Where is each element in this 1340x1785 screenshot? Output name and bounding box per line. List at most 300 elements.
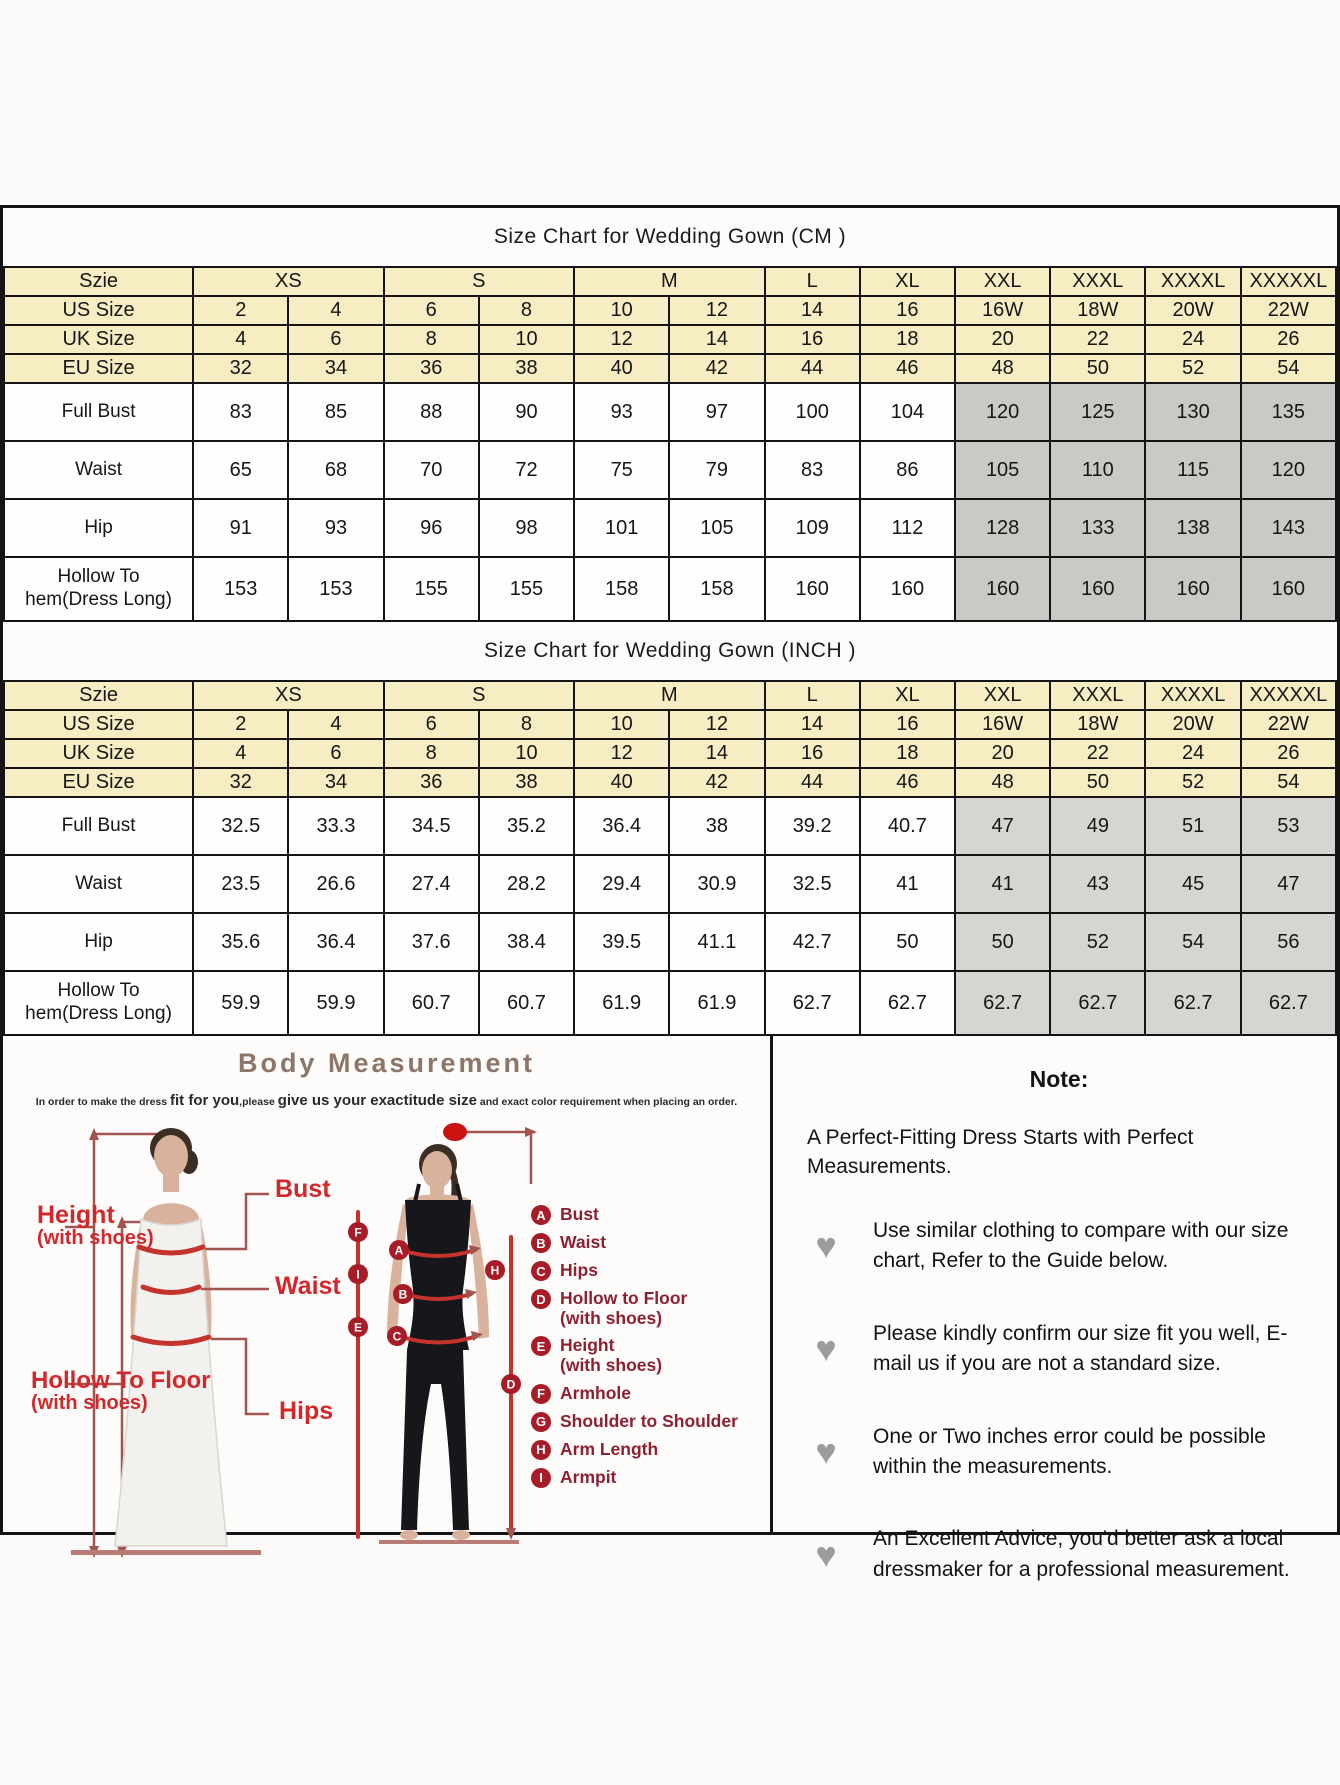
measurement-value-cell: 155: [384, 557, 479, 621]
measurement-value-cell: 72: [479, 441, 574, 499]
size-value-cell: 8: [384, 325, 479, 354]
measurement-value-cell: 41: [955, 855, 1050, 913]
measurement-value-cell: 105: [669, 499, 764, 557]
measurement-points-figure-illustration: [343, 1122, 543, 1562]
measurement-value-cell: 41.1: [669, 913, 764, 971]
size-conversion-row: [4, 739, 1336, 768]
size-group-header-row: [4, 681, 1336, 710]
size-value-cell: 6: [288, 325, 383, 354]
size-group-cell: XXXXXL: [1241, 681, 1336, 710]
measurement-value-cell: 39.5: [574, 913, 669, 971]
size-value-cell: 4: [288, 296, 383, 325]
cm-chart-title: Size Chart for Wedding Gown (CM ): [493, 225, 847, 248]
size-group-cell: XXXXL: [1145, 267, 1240, 296]
measurement-row: [4, 441, 1336, 499]
row-label: Full Bust: [4, 797, 193, 855]
size-value-cell: 50: [1050, 354, 1145, 383]
size-group-cell: XXL: [955, 267, 1050, 296]
size-value-cell: 16: [860, 296, 955, 325]
size-label-header: Szie: [4, 681, 193, 710]
measurement-value-cell: 112: [860, 499, 955, 557]
measurement-value-cell: 60.7: [384, 971, 479, 1035]
size-value-cell: 6: [288, 739, 383, 768]
heart-icon: ♥: [815, 1225, 837, 1267]
measurement-value-cell: 33.3: [288, 797, 383, 855]
measurement-row: [4, 913, 1336, 971]
hips-label: Hips: [279, 1397, 334, 1425]
size-value-cell: 40: [574, 768, 669, 797]
height-label: Height (with shoes): [37, 1201, 154, 1250]
size-value-cell: 4: [288, 710, 383, 739]
measurement-row: [4, 383, 1336, 441]
measurement-value-cell: 130: [1145, 383, 1240, 441]
legend-letter-badge: G: [531, 1412, 551, 1432]
measurement-value-cell: 93: [574, 383, 669, 441]
size-group-cell: S: [384, 267, 574, 296]
size-value-cell: 44: [765, 354, 860, 383]
svg-text:B: B: [398, 1287, 408, 1302]
measurement-value-cell: 45: [1145, 855, 1240, 913]
size-value-cell: 22W: [1241, 710, 1336, 739]
measurement-value-cell: 62.7: [1050, 971, 1145, 1035]
legend-sublabel: (with shoes): [560, 1355, 663, 1376]
measurement-value-cell: 98: [479, 499, 574, 557]
measurement-value-cell: 42.7: [765, 913, 860, 971]
size-value-cell: 36: [384, 768, 479, 797]
size-group-cell: L: [765, 681, 860, 710]
legend-item: [531, 1335, 738, 1375]
measurement-value-cell: 62.7: [1145, 971, 1240, 1035]
row-label: Hollow To hem(Dress Long): [4, 971, 193, 1035]
legend-label: Armhole: [560, 1382, 631, 1403]
size-value-cell: 16: [765, 739, 860, 768]
legend-label: Height (with shoes): [560, 1335, 663, 1376]
guide-subtitle-part: and exact color requirement when placing an order.: [476, 1096, 738, 1108]
legend-label: Waist: [560, 1232, 607, 1252]
size-group-cell: L: [765, 267, 860, 296]
legend-item: [531, 1288, 738, 1328]
measurement-value-cell: 68: [288, 441, 383, 499]
legend-label: Armpit: [560, 1466, 617, 1487]
measurement-value-cell: 83: [193, 383, 288, 441]
guide-title: Body Measurement: [237, 1048, 536, 1078]
size-group-cell: XL: [860, 267, 955, 296]
measurement-value-cell: 85: [288, 383, 383, 441]
size-value-cell: 14: [765, 296, 860, 325]
size-value-cell: 8: [479, 296, 574, 325]
size-value-cell: 20: [955, 739, 1050, 768]
legend-item: [531, 1467, 738, 1488]
legend-item: [531, 1232, 738, 1253]
measurement-value-cell: 62.7: [1241, 971, 1336, 1035]
note-items: [807, 1216, 1311, 1586]
measurement-value-cell: 49: [1050, 797, 1145, 855]
measurement-value-cell: 100: [765, 383, 860, 441]
size-value-cell: 16W: [955, 296, 1050, 325]
size-value-cell: 42: [669, 768, 764, 797]
size-value-cell: 8: [479, 710, 574, 739]
size-value-cell: 34: [288, 354, 383, 383]
size-value-cell: 32: [193, 768, 288, 797]
size-group-header-row: [4, 267, 1336, 296]
measurement-value-cell: 54: [1145, 913, 1240, 971]
size-group-cell: XXXXL: [1145, 681, 1240, 710]
size-value-cell: 10: [479, 739, 574, 768]
measurement-value-cell: 109: [765, 499, 860, 557]
size-value-cell: 16: [860, 710, 955, 739]
size-value-cell: 10: [479, 325, 574, 354]
measurement-value-cell: 120: [955, 383, 1050, 441]
legend-letter-badge: I: [531, 1468, 551, 1488]
row-label: Waist: [4, 855, 193, 913]
size-value-cell: 20W: [1145, 296, 1240, 325]
measurement-value-cell: 50: [955, 913, 1050, 971]
measurement-value-cell: 104: [860, 383, 955, 441]
svg-text:D: D: [506, 1377, 516, 1392]
size-value-cell: 22: [1050, 739, 1145, 768]
svg-text:C: C: [392, 1329, 402, 1344]
measurement-value-cell: 153: [288, 557, 383, 621]
measurement-value-cell: 70: [384, 441, 479, 499]
legend-item: [531, 1260, 738, 1281]
size-group-cell: XL: [860, 681, 955, 710]
size-group-cell: XXL: [955, 681, 1050, 710]
row-label: UK Size: [4, 325, 193, 354]
size-group-cell: M: [574, 267, 764, 296]
measurement-value-cell: 23.5: [193, 855, 288, 913]
guide-subtitle-part: In order to make the dress: [35, 1096, 171, 1108]
size-value-cell: 14: [669, 325, 764, 354]
legend-label: Shoulder to Shoulder: [560, 1410, 738, 1431]
size-value-cell: 18W: [1050, 296, 1145, 325]
note-item: [807, 1524, 1311, 1585]
guide-subtitle-part: give us your exactitude size: [277, 1092, 477, 1109]
size-value-cell: 46: [860, 354, 955, 383]
measurement-value-cell: 59.9: [288, 971, 383, 1035]
row-label: US Size: [4, 710, 193, 739]
waist-label: Waist: [275, 1272, 341, 1300]
size-value-cell: 50: [1050, 768, 1145, 797]
legend-letter-badge: C: [531, 1261, 551, 1281]
size-value-cell: 20: [955, 325, 1050, 354]
measurement-value-cell: 86: [860, 441, 955, 499]
size-value-cell: 20W: [1145, 710, 1240, 739]
size-value-cell: 44: [765, 768, 860, 797]
note-item: [807, 1319, 1311, 1380]
measurement-value-cell: 160: [1145, 557, 1240, 621]
measurement-value-cell: 30.9: [669, 855, 764, 913]
measurement-value-cell: 43: [1050, 855, 1145, 913]
size-value-cell: 38: [479, 768, 574, 797]
size-value-cell: 18W: [1050, 710, 1145, 739]
guide-subtitle-part: ,please: [239, 1096, 278, 1108]
size-group-cell: XXXXXL: [1241, 267, 1336, 296]
size-value-cell: 26: [1241, 325, 1336, 354]
note-intro: A Perfect-Fitting Dress Starts with Perfect Measurements.: [807, 1126, 1194, 1179]
measurement-value-cell: 32.5: [765, 855, 860, 913]
measurement-value-cell: 62.7: [955, 971, 1050, 1035]
legend-letter-badge: D: [531, 1289, 551, 1309]
size-value-cell: 12: [574, 325, 669, 354]
size-conversion-row: [4, 354, 1336, 383]
size-value-cell: 32: [193, 354, 288, 383]
row-label: Hip: [4, 913, 193, 971]
heart-icon: ♥: [815, 1328, 837, 1370]
size-value-cell: 4: [193, 739, 288, 768]
measurement-row: [4, 971, 1336, 1035]
size-value-cell: 36: [384, 354, 479, 383]
measurement-value-cell: 32.5: [193, 797, 288, 855]
measurement-legend: [531, 1204, 738, 1488]
size-value-cell: 6: [384, 710, 479, 739]
size-value-cell: 4: [193, 325, 288, 354]
size-value-cell: 40: [574, 354, 669, 383]
size-value-cell: 22: [1050, 325, 1145, 354]
measurement-value-cell: 120: [1241, 441, 1336, 499]
svg-text:E: E: [353, 1320, 363, 1335]
size-group-cell: XS: [193, 267, 383, 296]
size-group-cell: S: [384, 681, 574, 710]
figure-point-c: [387, 1326, 407, 1346]
heart-icon: ♥: [815, 1533, 837, 1575]
measurement-value-cell: 62.7: [860, 971, 955, 1035]
legend-letter-badge: H: [531, 1440, 551, 1460]
size-value-cell: 52: [1145, 768, 1240, 797]
measurement-value-cell: 143: [1241, 499, 1336, 557]
legend-label: Hips: [560, 1260, 598, 1280]
measurement-row: [4, 557, 1336, 621]
measurement-value-cell: 34.5: [384, 797, 479, 855]
size-conversion-row: [4, 325, 1336, 354]
bottom-section: [3, 1036, 1337, 1581]
size-value-cell: 2: [193, 710, 288, 739]
measurement-value-cell: 133: [1050, 499, 1145, 557]
note-heading: Note:: [1029, 1066, 1089, 1092]
size-value-cell: 24: [1145, 739, 1240, 768]
size-value-cell: 12: [669, 296, 764, 325]
measurement-value-cell: 160: [955, 557, 1050, 621]
svg-text:F: F: [354, 1225, 362, 1240]
measurement-value-cell: 65: [193, 441, 288, 499]
legend-letter-badge: F: [531, 1384, 551, 1404]
legend-label: Arm Length: [560, 1438, 659, 1459]
legend-letter-badge: A: [531, 1205, 551, 1225]
size-conversion-row: [4, 296, 1336, 325]
size-conversion-row: [4, 710, 1336, 739]
size-group-cell: XS: [193, 681, 383, 710]
figure-point-i: [348, 1264, 368, 1284]
measurement-value-cell: 35.2: [479, 797, 574, 855]
measurement-value-cell: 96: [384, 499, 479, 557]
legend-letter-badge: E: [531, 1336, 551, 1356]
measurement-row: [4, 797, 1336, 855]
measurement-value-cell: 153: [193, 557, 288, 621]
measurement-value-cell: 79: [669, 441, 764, 499]
size-group-cell: M: [574, 681, 764, 710]
size-value-cell: 48: [955, 354, 1050, 383]
figure-point-h: [485, 1260, 505, 1280]
size-value-cell: 10: [574, 296, 669, 325]
legend-item: [531, 1411, 738, 1432]
size-value-cell: 18: [860, 739, 955, 768]
measurement-row: [4, 499, 1336, 557]
measurement-value-cell: 41: [860, 855, 955, 913]
row-label: Full Bust: [4, 383, 193, 441]
legend-label: Bust: [560, 1204, 599, 1224]
measurement-value-cell: 35.6: [193, 913, 288, 971]
size-value-cell: 48: [955, 768, 1050, 797]
measurement-value-cell: 110: [1050, 441, 1145, 499]
measurement-value-cell: 155: [479, 557, 574, 621]
measurement-value-cell: 53: [1241, 797, 1336, 855]
legend-item: [531, 1204, 738, 1225]
measurement-value-cell: 28.2: [479, 855, 574, 913]
bust-label: Bust: [275, 1175, 331, 1203]
size-conversion-row: [4, 768, 1336, 797]
figure-point-b: [393, 1284, 413, 1304]
measurement-value-cell: 36.4: [288, 913, 383, 971]
measurement-value-cell: 52: [1050, 913, 1145, 971]
measurement-value-cell: 125: [1050, 383, 1145, 441]
figure-point-d: [501, 1374, 521, 1394]
size-value-cell: 16: [765, 325, 860, 354]
measurement-value-cell: 88: [384, 383, 479, 441]
note-item: [807, 1422, 1311, 1483]
size-value-cell: 52: [1145, 354, 1240, 383]
measurement-value-cell: 51: [1145, 797, 1240, 855]
measurement-value-cell: 47: [955, 797, 1050, 855]
measurement-value-cell: 37.6: [384, 913, 479, 971]
measurement-value-cell: 62.7: [765, 971, 860, 1035]
measurement-value-cell: 160: [860, 557, 955, 621]
measurement-value-cell: 36.4: [574, 797, 669, 855]
measurement-value-cell: 91: [193, 499, 288, 557]
measurement-value-cell: 83: [765, 441, 860, 499]
size-value-cell: 42: [669, 354, 764, 383]
legend-item: [531, 1439, 738, 1460]
note-text: An Excellent Advice, you'd better ask a local dressmaker for a professional measurement.: [873, 1527, 1290, 1581]
legend-sublabel: (with shoes): [560, 1308, 663, 1329]
size-value-cell: 26: [1241, 739, 1336, 768]
legend-letter-badge: B: [531, 1233, 551, 1253]
legend-label: Hollow to Floor (with shoes): [560, 1288, 688, 1329]
measurement-value-cell: 101: [574, 499, 669, 557]
size-value-cell: 2: [193, 296, 288, 325]
measurement-value-cell: 60.7: [479, 971, 574, 1035]
measurement-value-cell: 115: [1145, 441, 1240, 499]
size-value-cell: 38: [479, 354, 574, 383]
measurement-value-cell: 59.9: [193, 971, 288, 1035]
row-label: Hollow To hem(Dress Long): [4, 557, 193, 621]
measurement-value-cell: 160: [765, 557, 860, 621]
measurement-value-cell: 40.7: [860, 797, 955, 855]
size-group-cell: XXXL: [1050, 267, 1145, 296]
inch-chart-title: Size Chart for Wedding Gown (INCH ): [484, 639, 856, 662]
measurement-value-cell: 39.2: [765, 797, 860, 855]
row-label: Waist: [4, 441, 193, 499]
row-label: US Size: [4, 296, 193, 325]
hollow-to-floor-label: Hollow To Floor (with shoes): [31, 1367, 211, 1415]
measurement-value-cell: 138: [1145, 499, 1240, 557]
measurement-value-cell: 61.9: [669, 971, 764, 1035]
body-measurement-guide: [3, 1036, 770, 1532]
size-value-cell: 18: [860, 325, 955, 354]
measurement-value-cell: 158: [669, 557, 764, 621]
measurement-value-cell: 26.6: [288, 855, 383, 913]
measurement-value-cell: 90: [479, 383, 574, 441]
measurement-value-cell: 97: [669, 383, 764, 441]
measurement-value-cell: 128: [955, 499, 1050, 557]
note-panel: [770, 1036, 1337, 1581]
guide-subtitle: [3, 1092, 770, 1109]
row-label: Hip: [4, 499, 193, 557]
size-value-cell: 14: [669, 739, 764, 768]
measurement-value-cell: 38: [669, 797, 764, 855]
svg-text:A: A: [394, 1243, 404, 1258]
size-value-cell: 16W: [955, 710, 1050, 739]
measurement-value-cell: 160: [1050, 557, 1145, 621]
row-label: EU Size: [4, 768, 193, 797]
content-frame: [0, 205, 1340, 1581]
size-value-cell: 14: [765, 710, 860, 739]
size-chart-table-inch: [3, 680, 1337, 1036]
size-value-cell: 46: [860, 768, 955, 797]
note-item: [807, 1216, 1311, 1277]
measurement-row: [4, 855, 1336, 913]
measurement-value-cell: 158: [574, 557, 669, 621]
size-value-cell: 12: [574, 739, 669, 768]
measurement-value-cell: 29.4: [574, 855, 669, 913]
size-group-cell: XXXL: [1050, 681, 1145, 710]
measurement-value-cell: 38.4: [479, 913, 574, 971]
svg-text:I: I: [356, 1267, 360, 1282]
note-text: One or Two inches error could be possible within the measurements.: [873, 1424, 1266, 1478]
note-text: Use similar clothing to compare with our size chart, Refer to the Guide below.: [873, 1218, 1289, 1273]
measurement-value-cell: 75: [574, 441, 669, 499]
note-text: Please kindly confirm our size fit you well, E-mail us if you are not a standard size.: [873, 1321, 1288, 1376]
size-value-cell: 54: [1241, 768, 1336, 797]
size-label-header: Szie: [4, 267, 193, 296]
measurement-value-cell: 61.9: [574, 971, 669, 1035]
guide-subtitle-part: fit for you: [170, 1092, 240, 1109]
figure-point-f: [348, 1222, 368, 1242]
measurement-value-cell: 93: [288, 499, 383, 557]
measurement-value-cell: 47: [1241, 855, 1336, 913]
measurement-value-cell: 160: [1241, 557, 1336, 621]
legend-item: [531, 1383, 738, 1404]
heart-icon: ♥: [815, 1430, 837, 1472]
measurement-value-cell: 50: [860, 913, 955, 971]
measurement-value-cell: 56: [1241, 913, 1336, 971]
size-value-cell: 34: [288, 768, 383, 797]
size-chart-table-cm: [3, 266, 1337, 622]
size-value-cell: 54: [1241, 354, 1336, 383]
size-value-cell: 10: [574, 710, 669, 739]
size-value-cell: 8: [384, 739, 479, 768]
size-value-cell: 22W: [1241, 296, 1336, 325]
size-value-cell: 12: [669, 710, 764, 739]
measurement-value-cell: 135: [1241, 383, 1336, 441]
row-label: EU Size: [4, 354, 193, 383]
measurement-value-cell: 27.4: [384, 855, 479, 913]
figure-point-e: [348, 1317, 368, 1337]
figure-point-a: [389, 1240, 409, 1260]
size-value-cell: 6: [384, 296, 479, 325]
measurement-value-cell: 105: [955, 441, 1050, 499]
row-label: UK Size: [4, 739, 193, 768]
size-value-cell: 24: [1145, 325, 1240, 354]
svg-text:H: H: [490, 1263, 500, 1278]
